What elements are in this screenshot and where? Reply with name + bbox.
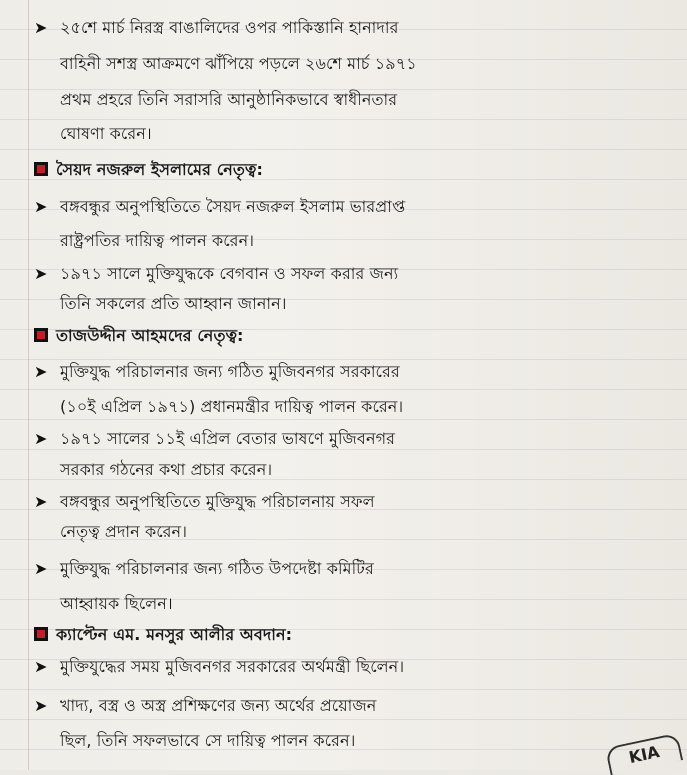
line-text: বঙ্গবন্ধুর অনুপস্থিতিতে মুক্তিযুদ্ধ পরিচালনায় সফল bbox=[60, 492, 375, 511]
arrow-right-icon: ➤ bbox=[34, 197, 48, 216]
section-heading bbox=[34, 159, 679, 181]
line-text: মুক্তিযুদ্ধের সময় মুজিবনগর সরকারের অর্থমন্ত্রী ছিলেন। bbox=[60, 657, 405, 676]
section-heading bbox=[34, 624, 679, 646]
red-square-icon bbox=[34, 627, 48, 641]
line-text: ১৯৭১ সালে মুক্তিযুদ্ধকে বেগবান ও সফল করার জন্য bbox=[60, 264, 399, 283]
line-7 bbox=[34, 230, 679, 252]
line-12 bbox=[34, 396, 679, 418]
line-18 bbox=[34, 593, 679, 615]
arrow-right-icon: ➤ bbox=[34, 696, 48, 715]
line-text: ছিল, তিনি সফলভাবে সে দায়িত্ব পালন করেন। bbox=[60, 731, 356, 750]
line-14 bbox=[34, 459, 679, 481]
heading-text: ক্যাপ্টেন এম. মনসুর আলীর অবদান: bbox=[56, 625, 293, 644]
arrow-right-icon: ➤ bbox=[34, 559, 48, 578]
line-text: প্রথম প্রহরে তিনি সরাসরি আনুষ্ঠানিকভাবে স্বাধীনতার bbox=[60, 90, 398, 109]
line-15 bbox=[34, 491, 679, 513]
line-text: তিনি সকলের প্রতি আহ্বান জানান। bbox=[60, 294, 287, 313]
watermark-stamp: KIA bbox=[605, 733, 683, 775]
line-17 bbox=[34, 558, 679, 580]
line-4 bbox=[34, 123, 679, 145]
arrow-right-icon: ➤ bbox=[34, 429, 48, 448]
red-square-icon bbox=[34, 162, 48, 176]
line-6 bbox=[34, 196, 679, 218]
line-text: ঘোষণা করেন। bbox=[60, 124, 152, 143]
arrow-right-icon: ➤ bbox=[34, 18, 48, 37]
heading-text: সৈয়দ নজরুল ইসলামের নেতৃত্ব: bbox=[56, 160, 263, 179]
line-text: মুক্তিযুদ্ধ পরিচালনার জন্য গঠিত মুজিবনগর সরকারের bbox=[60, 362, 400, 381]
line-16 bbox=[34, 521, 679, 543]
arrow-right-icon: ➤ bbox=[34, 492, 48, 511]
line-3 bbox=[34, 89, 679, 111]
arrow-right-icon: ➤ bbox=[34, 264, 48, 283]
line-text: (১০ই এপ্রিল ১৯৭১) প্রধানমন্ত্রীর দায়িত্ব পালন করেন। bbox=[60, 397, 404, 416]
line-text: আহ্বায়ক ছিলেন। bbox=[60, 594, 173, 613]
line-text: সরকার গঠনের কথা প্রচার করেন। bbox=[60, 460, 273, 479]
line-text: ১৯৭১ সালের ১১ই এপ্রিল বেতার ভাষণে মুজিবনগর bbox=[60, 429, 396, 448]
line-20 bbox=[34, 656, 679, 678]
line-text: বাহিনী সশস্ত্র আক্রমণে ঝাঁপিয়ে পড়লে ২৬শে মার্চ ১৯৭১ bbox=[60, 54, 417, 73]
heading-text: তাজউদ্দীন আহমদের নেতৃত্ব: bbox=[56, 326, 244, 345]
line-text: খাদ্য, বস্ত্র ও অস্ত্র প্রশিক্ষণের জন্য অর্থের প্রয়োজন bbox=[60, 696, 377, 715]
line-21 bbox=[34, 695, 679, 717]
line-text: ২৫শে মার্চ নিরস্ত্র বাঙালিদের ওপর পাকিস্তানি হানাদার bbox=[60, 18, 399, 37]
line-2 bbox=[34, 53, 679, 75]
line-11 bbox=[34, 361, 679, 383]
arrow-right-icon: ➤ bbox=[34, 657, 48, 676]
line-9 bbox=[34, 293, 679, 315]
line-text: বঙ্গবন্ধুর অনুপস্থিতিতে সৈয়দ নজরুল ইসলাম ভারপ্রাপ্ত bbox=[60, 197, 406, 216]
red-square-icon bbox=[34, 328, 48, 342]
line-8 bbox=[34, 263, 679, 285]
section-heading bbox=[34, 325, 679, 347]
line-22 bbox=[34, 730, 679, 752]
line-1 bbox=[34, 17, 679, 39]
margin-line bbox=[28, 0, 29, 770]
line-text: নেতৃত্ব প্রদান করেন। bbox=[60, 522, 188, 541]
line-13 bbox=[34, 428, 679, 450]
arrow-right-icon: ➤ bbox=[34, 362, 48, 381]
line-text: মুক্তিযুদ্ধ পরিচালনার জন্য গঠিত উপদেষ্টা কমিটির bbox=[60, 559, 374, 578]
line-text: রাষ্ট্রপতির দায়িত্ব পালন করেন। bbox=[60, 231, 255, 250]
